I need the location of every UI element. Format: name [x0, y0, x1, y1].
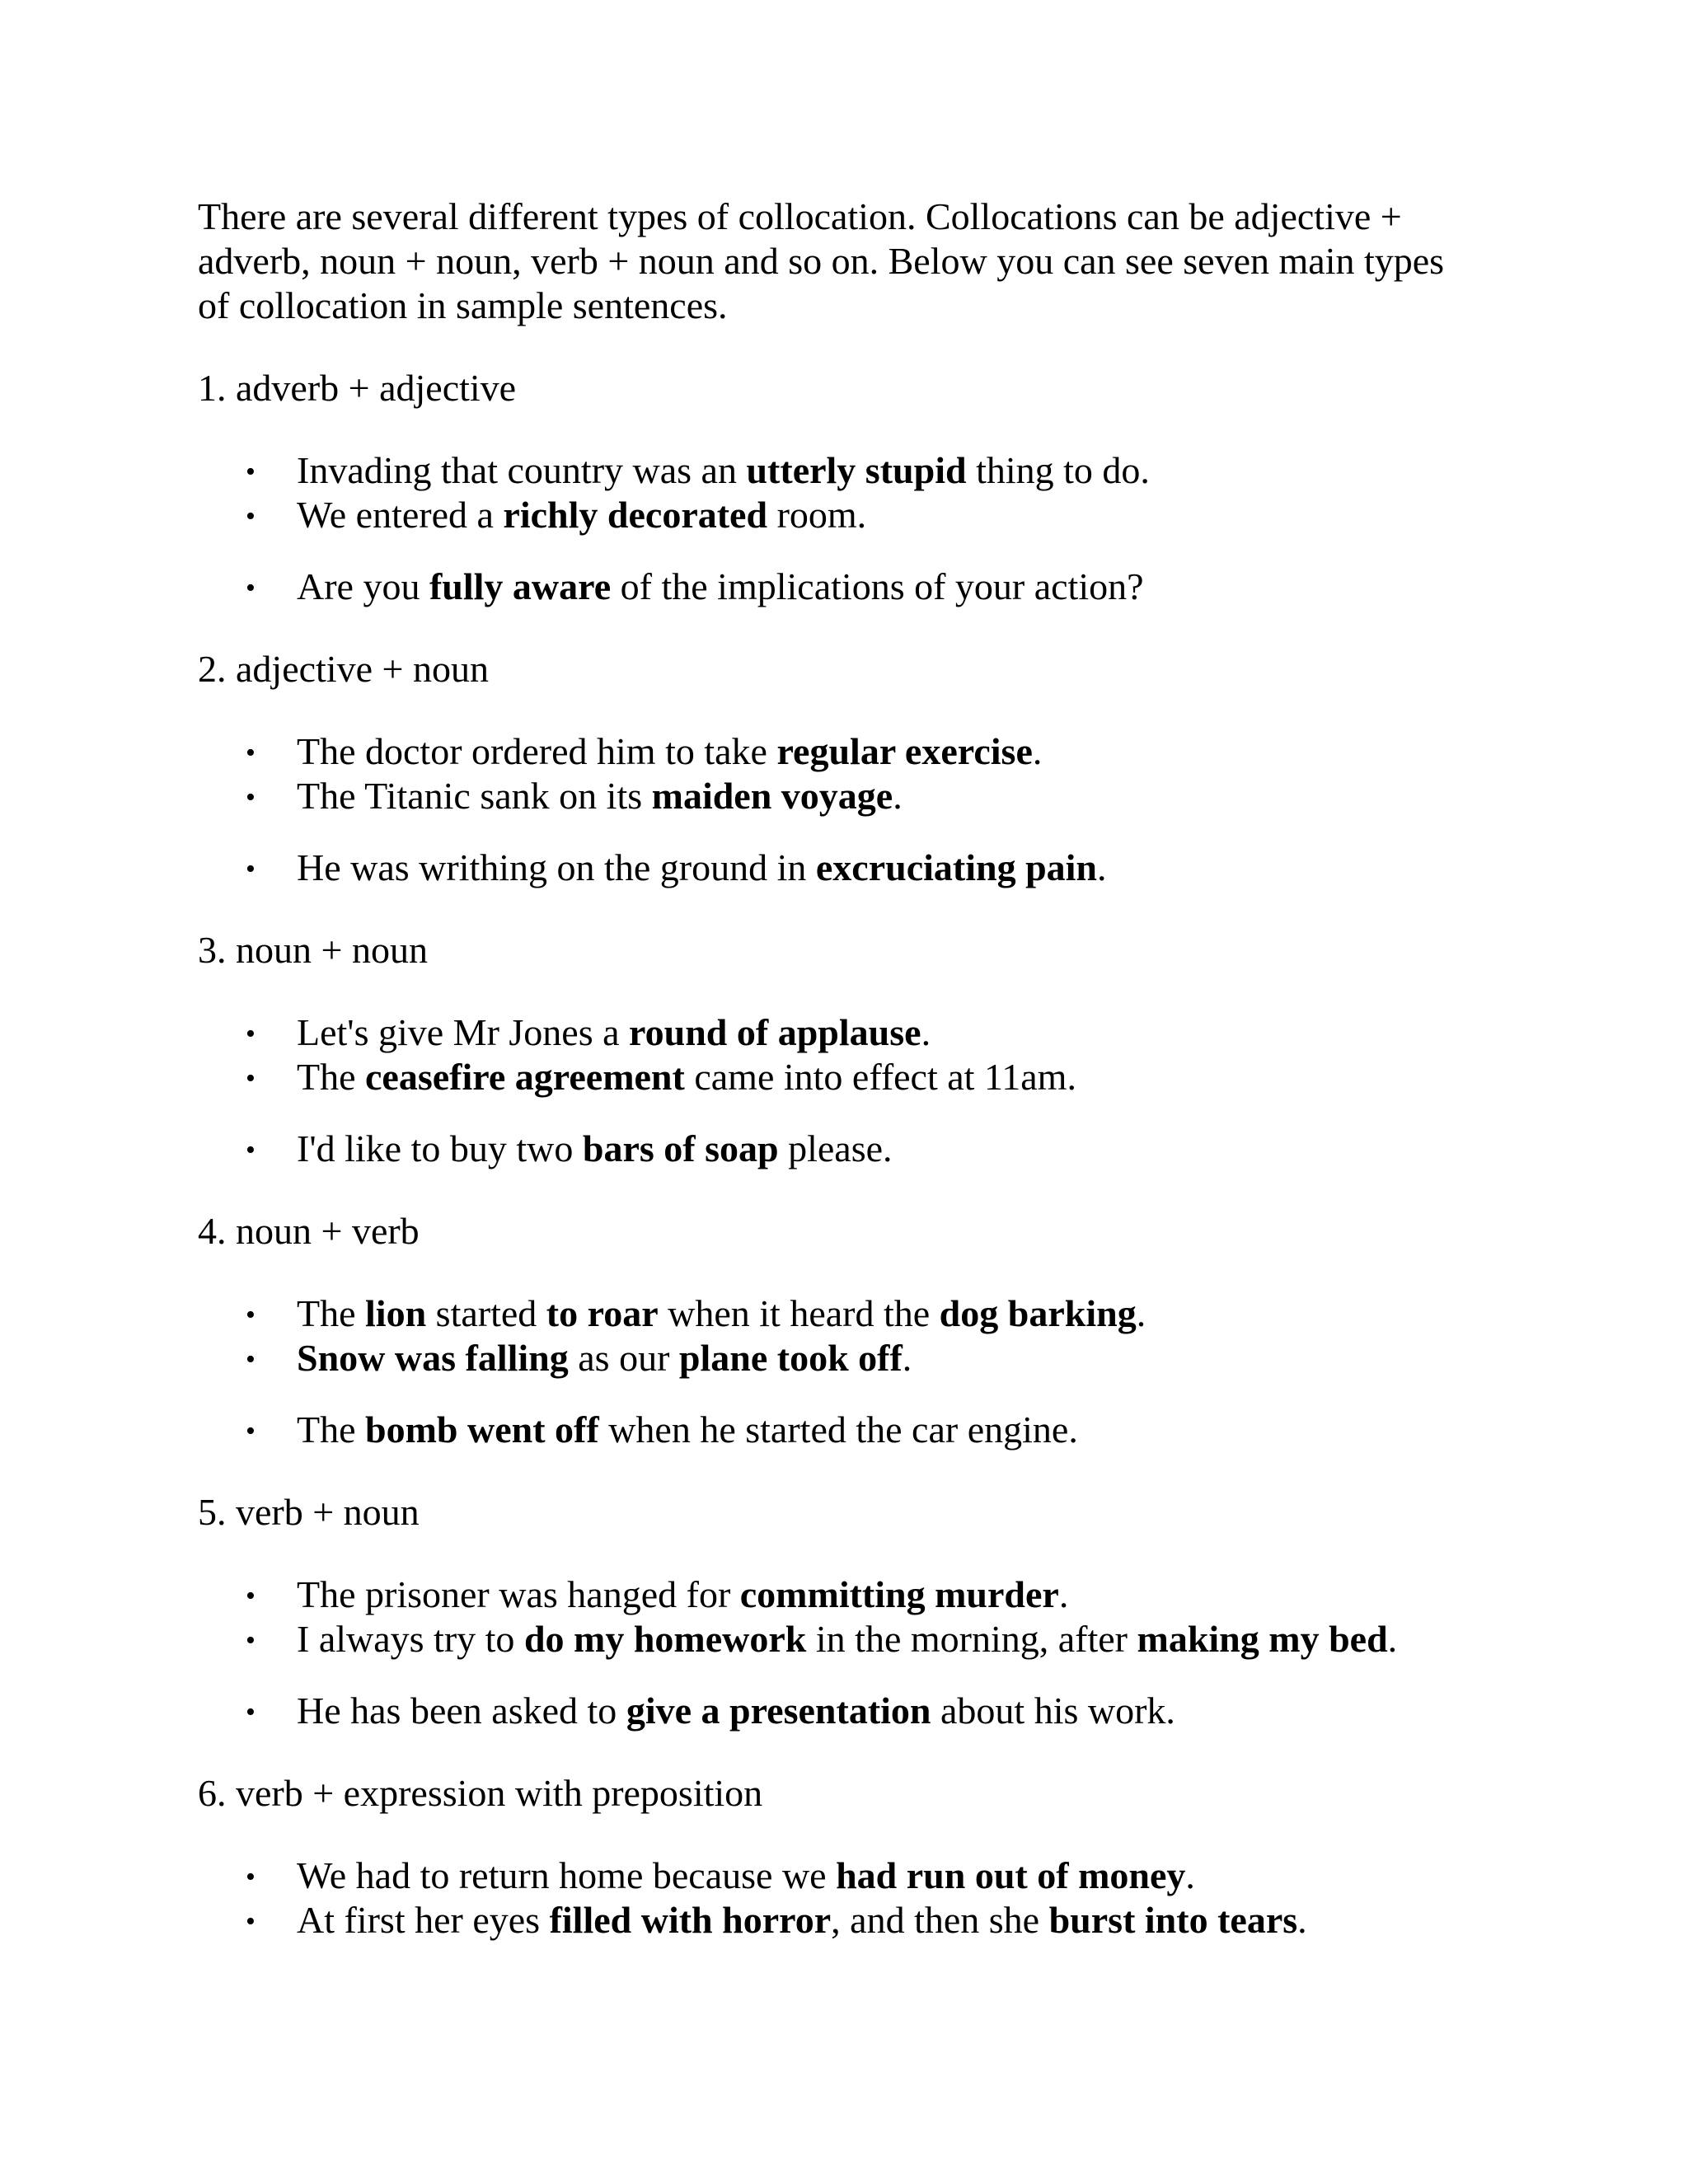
sentence-text: The doctor ordered him to take: [297, 730, 777, 772]
collocation-phrase: bomb went off: [365, 1408, 599, 1451]
collocation-phrase: plane took off: [678, 1337, 903, 1379]
example-sentence: [198, 565, 1517, 609]
vertical-spacer: [198, 818, 1517, 846]
example-sentence: [198, 1689, 1517, 1733]
bullet-icon: •: [246, 1625, 256, 1656]
sentence-text: The Titanic sank on its: [297, 775, 652, 817]
collocation-phrase: lion: [365, 1292, 427, 1334]
sentence-text: The: [297, 1408, 366, 1451]
sentence-text: We entered a: [297, 494, 504, 536]
section-heading: 1. adverb + adjective: [198, 367, 517, 409]
example-list: [198, 448, 1517, 537]
sentence-text: He has been asked to: [297, 1690, 626, 1732]
vertical-spacer: [198, 609, 1517, 647]
section-heading: 5. verb + noun: [198, 1491, 420, 1533]
example-sentence: [198, 729, 1517, 774]
vertical-spacer: [198, 537, 1517, 565]
example-sentence: [198, 846, 1517, 890]
collocation-phrase: maiden voyage: [651, 775, 893, 817]
bullet-icon: •: [246, 782, 256, 813]
vertical-spacer: [198, 410, 1517, 448]
vertical-spacer: [198, 890, 1517, 928]
sentence-text: when it heard the: [658, 1292, 940, 1334]
sentence-text: started: [426, 1292, 546, 1334]
bullet-icon: •: [246, 501, 256, 532]
bullet-icon: •: [246, 1581, 256, 1611]
sentence-text: came into effect at 11am.: [684, 1056, 1076, 1098]
sentence-text: .: [893, 775, 903, 817]
sentence-text: room.: [767, 494, 867, 536]
example-sentence: [198, 1572, 1517, 1617]
sentence-text: I always try to: [297, 1618, 524, 1660]
bullet-icon: •: [246, 1906, 256, 1937]
sentence-text: please.: [778, 1127, 893, 1169]
sentence-text: Are you: [297, 565, 429, 607]
bullet-icon: •: [246, 854, 256, 884]
bullet-icon: •: [246, 1862, 256, 1892]
vertical-spacer: [198, 328, 1517, 366]
collocation-phrase: dog barking: [939, 1292, 1137, 1334]
collocation-phrase: round of applause: [629, 1011, 921, 1053]
vertical-spacer: [198, 691, 1517, 729]
example-sentence: [198, 1127, 1517, 1171]
example-sentence: [198, 1617, 1517, 1661]
bullet-icon: •: [246, 738, 256, 768]
sentence-text: .: [1136, 1292, 1146, 1334]
example-list: [198, 1010, 1517, 1099]
intro-line: There are several different types of collocation. Collocations can be adjective +: [198, 195, 1402, 237]
example-list: [198, 565, 1517, 609]
section-heading: 4. noun + verb: [198, 1210, 420, 1252]
vertical-spacer: [198, 1254, 1517, 1291]
sentence-text: .: [1185, 1854, 1195, 1896]
sentence-text: The prisoner was hanged for: [297, 1573, 740, 1615]
vertical-spacer: [198, 1380, 1517, 1408]
example-sentence: [198, 1010, 1517, 1055]
collocation-phrase: committing murder: [739, 1573, 1059, 1615]
intro-line: adverb, noun + noun, verb + noun and so on. Below you can see seven main types: [198, 240, 1445, 282]
sentence-text: .: [1297, 1899, 1307, 1941]
collocation-phrase: making my bed: [1137, 1618, 1388, 1660]
example-sentence: [198, 448, 1517, 493]
sentence-text: , and then she: [831, 1899, 1049, 1941]
sentence-text: The: [297, 1292, 366, 1334]
example-sentence: [198, 1408, 1517, 1452]
example-list: [198, 1689, 1517, 1733]
collocation-phrase: excruciating pain: [815, 846, 1098, 888]
collocation-phrase: give a presentation: [626, 1690, 931, 1732]
sentence-text: in the morning, after: [806, 1618, 1137, 1660]
bullet-icon: •: [246, 1019, 256, 1049]
collocation-phrase: regular exercise: [776, 730, 1033, 772]
sentence-text: as our: [568, 1337, 679, 1379]
collocation-phrase: richly decorated: [503, 494, 768, 536]
sentence-text: .: [1097, 846, 1107, 888]
example-sentence: [198, 774, 1517, 818]
collocation-phrase: utterly stupid: [746, 449, 967, 491]
collocation-phrase: do my homework: [523, 1618, 807, 1660]
section-heading: 6. verb + expression with preposition: [198, 1772, 763, 1814]
example-sentence: [198, 1854, 1517, 1898]
bullet-icon: •: [246, 1344, 256, 1375]
sentence-text: when he started the car engine.: [598, 1408, 1078, 1451]
intro-paragraph: [198, 194, 1517, 328]
example-sentence: [198, 1055, 1517, 1099]
collocation-phrase: ceasefire agreement: [365, 1056, 685, 1098]
example-list: [198, 1408, 1517, 1452]
collocation-phrase: had run out of money: [836, 1854, 1186, 1896]
bullet-icon: •: [246, 457, 256, 487]
sentence-text: .: [921, 1011, 931, 1053]
bullet-icon: •: [246, 1697, 256, 1727]
sentence-text: .: [902, 1337, 912, 1379]
vertical-spacer: [198, 1661, 1517, 1689]
vertical-spacer: [198, 972, 1517, 1010]
collocation-phrase: filled with horror: [549, 1899, 832, 1941]
sentence-text: thing to do.: [966, 449, 1150, 491]
collocation-phrase: burst into tears: [1048, 1899, 1298, 1941]
collocation-phrase: to roar: [546, 1292, 659, 1334]
collocation-phrase: fully aware: [429, 565, 612, 607]
vertical-spacer: [198, 1816, 1517, 1854]
example-list: [198, 1291, 1517, 1380]
sentence-text: I'd like to buy two: [297, 1127, 583, 1169]
example-list: [198, 1572, 1517, 1661]
sentence-text: about his work.: [931, 1690, 1175, 1732]
sentence-text: The: [297, 1056, 366, 1098]
sentence-text: We had to return home because we: [297, 1854, 837, 1896]
bullet-icon: •: [246, 1063, 256, 1094]
section-heading: 2. adjective + noun: [198, 648, 489, 690]
vertical-spacer: [198, 1733, 1517, 1771]
sentence-text: At first her eyes: [297, 1899, 550, 1941]
sentence-text: .: [1058, 1573, 1069, 1615]
bullet-icon: •: [246, 573, 256, 603]
section-heading: 3. noun + noun: [198, 929, 428, 971]
collocation-phrase: bars of soap: [582, 1127, 779, 1169]
sentence-text: He was writhing on the ground in: [297, 846, 816, 888]
document-page: [198, 194, 1517, 1943]
example-sentence: [198, 1898, 1517, 1943]
intro-line: of collocation in sample sentences.: [198, 284, 728, 326]
vertical-spacer: [198, 1452, 1517, 1490]
example-list: [198, 846, 1517, 890]
example-list: [198, 1854, 1517, 1943]
collocation-phrase: Snow was falling: [297, 1337, 569, 1379]
sentence-text: of the implications of your action?: [611, 565, 1144, 607]
example-sentence: [198, 1291, 1517, 1336]
bullet-icon: •: [246, 1300, 256, 1330]
sentence-text: Let's give Mr Jones a: [297, 1011, 630, 1053]
sentence-text: Invading that country was an: [297, 449, 747, 491]
example-sentence: [198, 1336, 1517, 1380]
example-list: [198, 1127, 1517, 1171]
example-sentence: [198, 493, 1517, 537]
vertical-spacer: [198, 1535, 1517, 1572]
vertical-spacer: [198, 1099, 1517, 1127]
example-list: [198, 729, 1517, 818]
vertical-spacer: [198, 1171, 1517, 1209]
bullet-icon: •: [246, 1135, 256, 1165]
sentence-text: .: [1387, 1618, 1398, 1660]
collocation-sections: [198, 328, 1517, 1943]
bullet-icon: •: [246, 1416, 256, 1446]
sentence-text: .: [1032, 730, 1043, 772]
